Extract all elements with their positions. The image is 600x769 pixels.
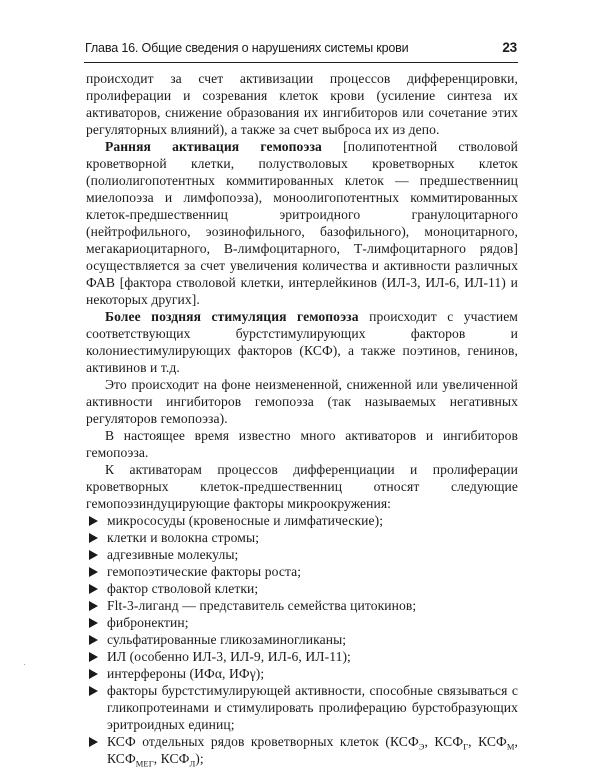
page-number: 23 [502, 40, 517, 55]
triangle-bullet-icon [89, 686, 98, 696]
ksf-monocytic: $КСФ_М$ [478, 734, 515, 752]
triangle-bullet-icon [89, 550, 98, 560]
paragraph-late-stimulation-text: происходит с участием соответствующих бурстстимулирующих факторов и колониестимулирующих факторов (КСФ), а также поэтинов, генинов, активинов и т.д. [86, 309, 518, 375]
list-item-text: фибронектин; [107, 615, 189, 630]
list-item-text: клетки и волокна стромы; [107, 530, 260, 545]
list-item [86, 529, 518, 546]
chapter-title: Глава 16. Общие сведения о нарушениях системы крови [85, 41, 409, 55]
list-item-text: фактор стволовой клетки; [107, 581, 259, 596]
paragraph-early-activation-text: [полипотентной стволовой кроветворной клетки, полустволовых кроветворных клеток (полиолигопотентных коммитированных клеток — предшественниц миелопоэза и лимфопоэза), моноолигопотентных коммитированных клеток-предшественниц эритроидного гранулоцитарного (нейтрофильного, эозинофильного, базофильного), моноцитарного, мегакариоцитарного, В-лимфоцитарного, Т-лимфоцитарного рядов] осуществляется за счет увеличения количества и активности различных ФАВ [фактора стволовой клетки, интерлейкинов (ИЛ-3, ИЛ-6, ИЛ-11) и некоторых других]. [86, 139, 518, 307]
list-item-text: адгезивные молекулы; [107, 547, 239, 562]
term-early-activation: Ранняя активация гемопоэза [105, 139, 322, 154]
triangle-bullet-icon [89, 669, 98, 679]
list-item [86, 648, 518, 665]
triangle-bullet-icon [89, 567, 98, 577]
microenvironment-factors-list [86, 512, 518, 767]
triangle-bullet-icon [89, 584, 98, 594]
list-item [86, 512, 518, 529]
list-item [86, 682, 518, 733]
margin-speck: . [23, 658, 26, 668]
ksf-granulocytic: $КСФ_Г$ [434, 734, 469, 752]
list-item [86, 563, 518, 580]
triangle-bullet-icon [89, 652, 98, 662]
paragraph-continuation: происходит за счет активизации процессов дифференцировки, пролиферации и созревания клеток крови (усиление синтеза их активаторов, снижение образования их ингибиторов или сочетание этих регуляторных влияний), а также за счет выброса их из депо. [86, 71, 518, 137]
ksf-megakaryocytic: $КСФ_{МЕГ}$ [107, 751, 154, 769]
list-item-text: ИЛ (особенно ИЛ-3, ИЛ-9, ИЛ-6, ИЛ-11); [107, 649, 351, 664]
list-item-ksf: КСФ отдельных рядов кроветворных клеток ($КСФ_Э$, $КСФ_Г$, $КСФ_М$, $КСФ_{МЕГ}$, $КСФ_Л$); [86, 733, 518, 767]
list-item-text: гемопоэтические факторы роста; [107, 564, 302, 579]
triangle-bullet-icon [89, 601, 98, 611]
triangle-bullet-icon [89, 533, 98, 543]
paragraph-many-activators: В настоящее время известно много активаторов и ингибиторов гемопоэза. [86, 428, 518, 460]
ksf-lymphocytic: $КСФ_Л$ [160, 751, 196, 769]
triangle-bullet-icon [89, 618, 98, 628]
triangle-bullet-icon [89, 516, 98, 526]
list-item-text: Flt-3-лиганд — представитель семейства цитокинов; [107, 598, 417, 613]
paragraph-early-activation [86, 138, 518, 308]
ksf-prefix: КСФ отдельных рядов кроветворных клеток ( [107, 734, 390, 749]
list-item [86, 597, 518, 614]
list-item-text: интерфероны (ИФα, ИФγ); [107, 666, 265, 681]
term-late-stimulation: Более поздняя стимуляция гемопоэза [105, 309, 359, 324]
list-item [86, 580, 518, 597]
triangle-bullet-icon [89, 635, 98, 645]
running-header [84, 40, 518, 63]
list-item [86, 631, 518, 648]
page-body [86, 70, 518, 767]
triangle-bullet-icon [89, 737, 98, 747]
paragraph-late-stimulation [86, 308, 518, 376]
list-item [86, 546, 518, 563]
ksf-erythroid: $КСФ_Э$ [389, 734, 425, 752]
list-item-text: сульфатированные гликозаминогликаны; [107, 632, 347, 647]
list-item-text: факторы бурстстимулирующей активности, способные связываться с гликопротеинами и стимулировать пролиферацию бурстобразующих эритроидных единиц; [107, 683, 518, 732]
paragraph-inhibitors-background: Это происходит на фоне неизмененной, сниженной или увеличенной активности ингибиторов гемопоэза (так называемых негативных регуляторов гемопоэза). [86, 377, 518, 426]
list-item [86, 614, 518, 631]
paragraph-activators-intro: К активаторам процессов дифференциации и пролиферации кроветворных клеток-предшественниц относят следующие гемопоэзиндуцирующие факторы микроокружения: [86, 462, 518, 511]
list-item [86, 665, 518, 682]
list-item-text: микрососуды (кровеносные и лимфатические); [107, 513, 384, 528]
